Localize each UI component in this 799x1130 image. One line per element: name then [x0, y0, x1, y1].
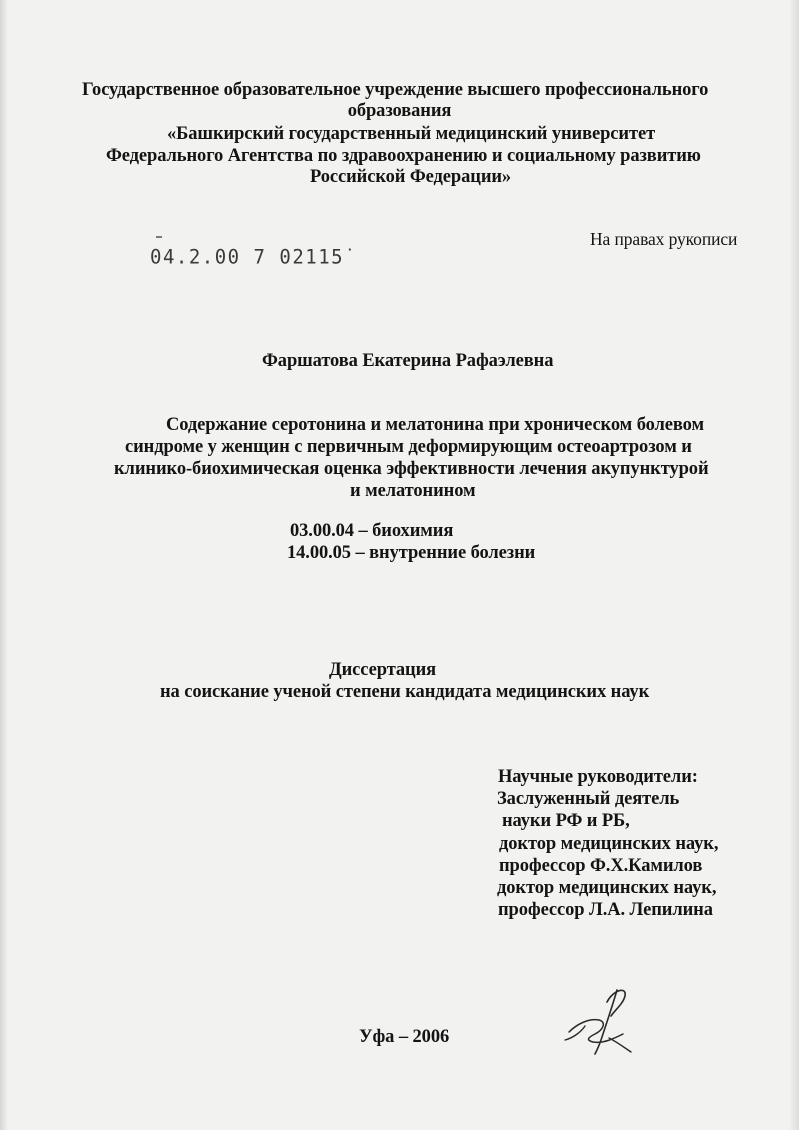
specialty-code-2: 14.00.05 – внутренние болезни — [287, 543, 536, 563]
supervisors-heading: Научные руководители: — [498, 767, 698, 787]
degree-description: на соискание ученой степени кандидата медицинских наук — [160, 682, 650, 702]
institution-line-1: Государственное образовательное учреждение высшего профессионального — [82, 80, 709, 100]
library-stamp-number — [150, 245, 357, 268]
supervisor-line: Заслуженный деятель — [497, 789, 680, 809]
manuscript-note: На правах рукописи — [590, 229, 738, 249]
signature — [555, 980, 645, 1060]
institution-line-3: «Башкирский государственный медицинский университет — [167, 124, 656, 144]
library-stamp-text: 04.2.00 7 02115 — [150, 245, 345, 269]
scan-edge-left — [0, 0, 8, 1130]
institution-line-5: Российской Федерации» — [310, 167, 512, 187]
stamp-tick-mark: ˙ — [344, 245, 358, 269]
specialty-code-1: 03.00.04 – биохимия — [290, 521, 454, 541]
stamp-mark — [156, 236, 162, 238]
city-year: Уфа – 2006 — [359, 1027, 450, 1047]
supervisor-line: науки РФ и РБ, — [502, 811, 630, 831]
degree-heading: Диссертация — [329, 660, 437, 680]
supervisor-line: профессор Л.А. Лепилина — [498, 900, 713, 920]
scan-edge-right — [789, 0, 799, 1130]
institution-line-4: Федерального Агентства по здравоохранению и социальному развитию — [106, 146, 701, 166]
institution-line-2: образования — [347, 101, 452, 121]
supervisor-line: доктор медицинских наук, — [497, 878, 717, 898]
title-line-2: синдроме у женщин с первичным деформирующим остеоартрозом и — [125, 437, 692, 457]
supervisor-line: профессор Ф.Х.Камилов — [499, 856, 703, 876]
supervisor-line: доктор медицинских наук, — [499, 834, 719, 854]
title-line-3: клинико-биохимическая оценка эффективности лечения акупунктурой — [114, 459, 709, 479]
title-line-1: Содержание серотонина и мелатонина при хроническом болевом — [166, 415, 704, 435]
author-name: Фаршатова Екатерина Рафаэлевна — [262, 351, 554, 371]
title-line-4: и мелатонином — [350, 481, 476, 501]
